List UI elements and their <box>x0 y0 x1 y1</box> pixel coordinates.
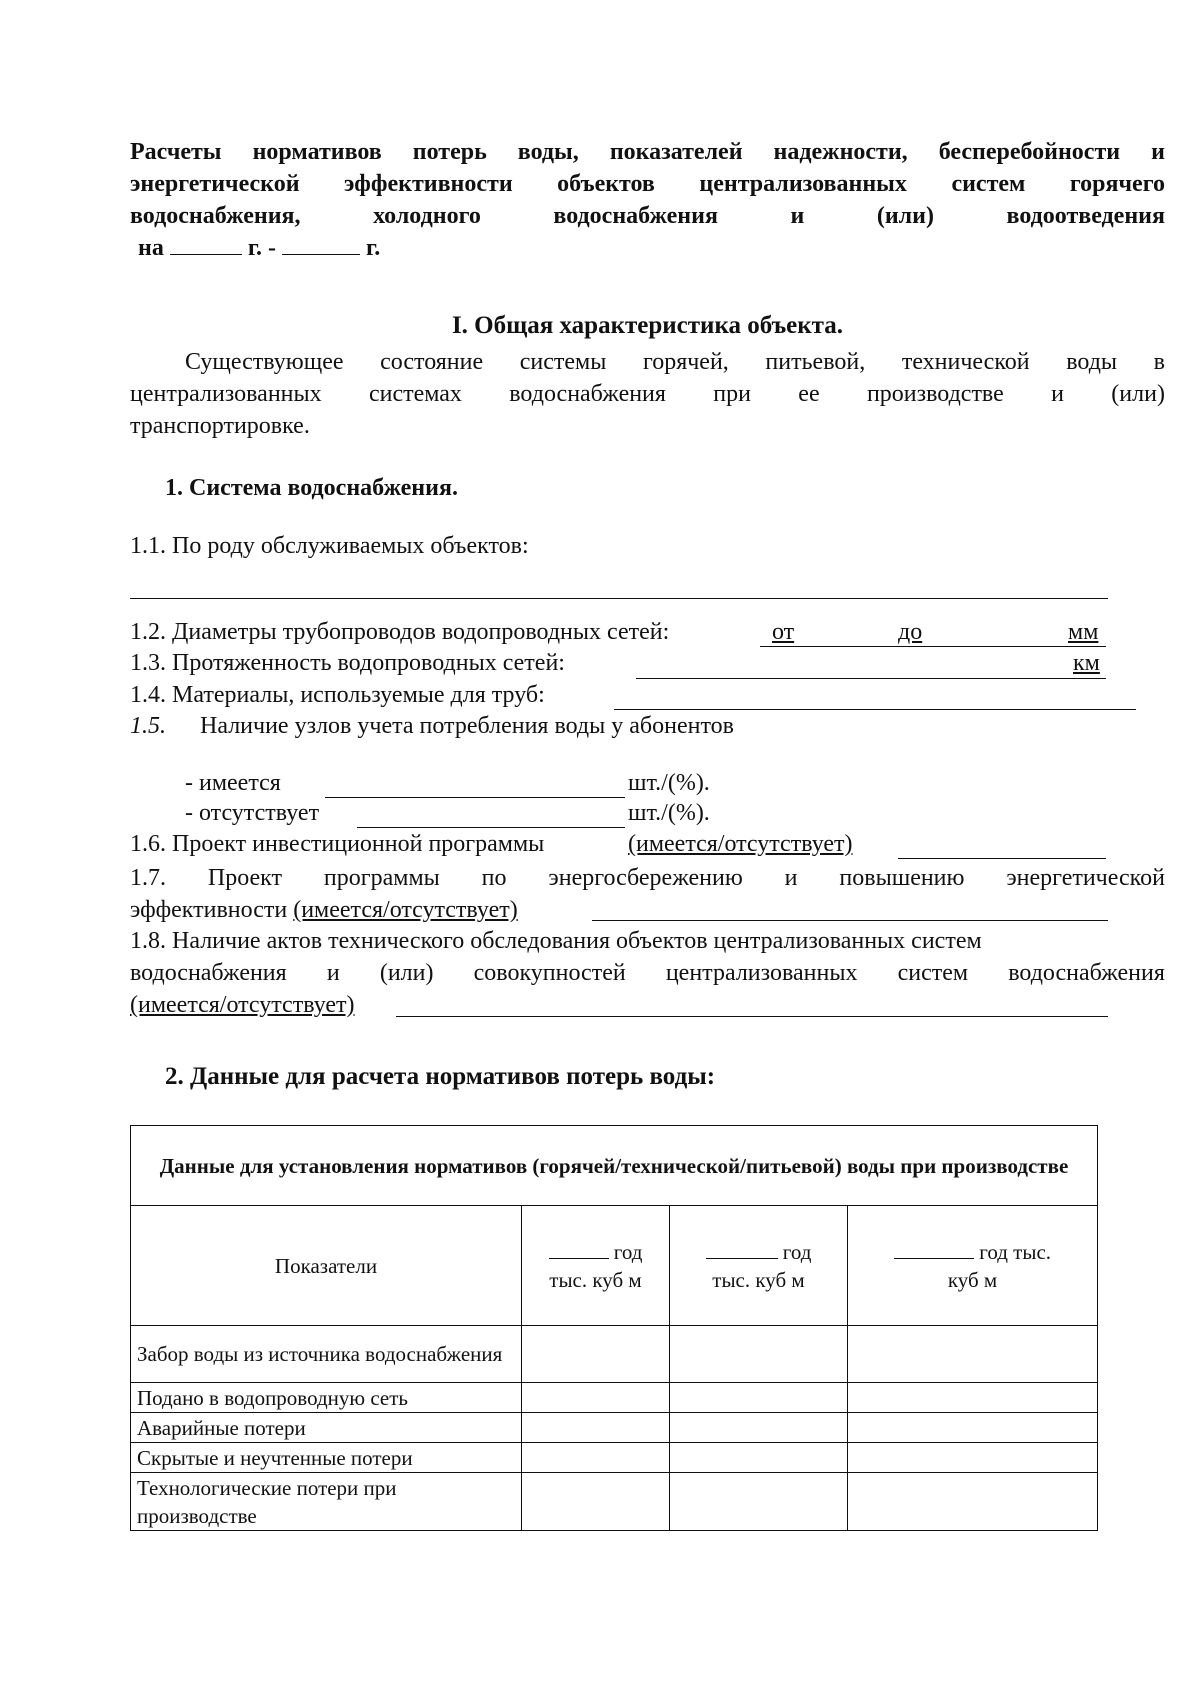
item-1-7-option: (имеется/отсутствует) <box>293 897 518 923</box>
item-1-8 <box>130 925 1165 1021</box>
section-1-paragraph <box>130 346 1165 442</box>
subsection-1-title: 1. Система водоснабжения. <box>165 475 458 501</box>
item-1-1: 1.1. По роду обслуживаемых объектов: <box>130 533 529 559</box>
subsection-2-title: 2. Данные для расчета нормативов потерь воды: <box>165 1063 716 1090</box>
intro-line-3: водоснабжения, холодного водоснабжения и (или) водоотведения <box>130 203 1165 229</box>
table-row: Аварийные потери <box>131 1413 1098 1443</box>
section-1-line-3: транспортировке. <box>130 413 310 439</box>
table-row: Подано в водопроводную сеть <box>131 1383 1098 1413</box>
item-1-2: 1.2. Диаметры трубопроводов водопроводных сетей: <box>130 619 670 645</box>
item-1-1-blank[interactable] <box>130 598 1108 599</box>
header-year-b: год тыс. куб м <box>670 1206 848 1326</box>
header-year-c: год тыс. куб м <box>848 1206 1098 1326</box>
item-1-8-blank[interactable] <box>396 1016 1108 1017</box>
meters-present-blank[interactable] <box>325 797 625 798</box>
table-row: Технологические потери при производстве <box>131 1473 1098 1531</box>
item-1-4: 1.4. Материалы, используемые для труб: <box>130 682 545 708</box>
item-1-6: 1.6. Проект инвестиционной программы <box>130 831 545 857</box>
meters-absent-unit: шт./(%). <box>628 800 710 826</box>
item-1-5-number: 1.5. <box>130 713 166 739</box>
section-1-line-1: Существующее состояние системы горячей, питьевой, технической воды в <box>185 349 1165 375</box>
intro-line-1: Расчеты нормативов потерь воды, показателей надежности, бесперебойности и <box>130 139 1165 165</box>
diameter-to-label: до <box>898 619 923 645</box>
materials-blank[interactable] <box>614 709 1136 710</box>
header-indicator: Показатели <box>131 1206 522 1326</box>
meters-present-label: - имеется <box>185 770 281 796</box>
intro-paragraph <box>130 136 1165 264</box>
meters-absent-label: - отсутствует <box>185 800 320 826</box>
item-1-6-option: (имеется/отсутствует) <box>628 831 853 857</box>
meters-absent-blank[interactable] <box>357 827 625 828</box>
year-a-blank[interactable] <box>549 1242 609 1259</box>
year-to-blank[interactable] <box>282 234 360 255</box>
item-1-5: Наличие узлов учета потребления воды у абонентов <box>200 713 734 739</box>
length-blank[interactable] <box>636 678 1106 679</box>
section-1-line-2: централизованных системах водоснабжения при ее производстве и (или) <box>130 381 1165 407</box>
intro-period-line: на г. - г. <box>138 235 381 261</box>
table-row: Забор воды из источника водоснабжения <box>131 1326 1098 1383</box>
length-unit: км <box>1073 650 1100 676</box>
item-1-8-line-1: 1.8. Наличие актов технического обследования объектов централизованных систем <box>130 928 982 954</box>
item-1-8-line-2: водоснабжения и (или) совокупностей централизованных систем водоснабжения <box>130 960 1165 986</box>
diameter-unit: мм <box>1068 619 1099 645</box>
year-from-blank[interactable] <box>170 234 242 255</box>
item-1-7 <box>130 862 1165 926</box>
year-c-blank[interactable] <box>894 1242 974 1259</box>
item-1-6-blank[interactable] <box>898 858 1106 859</box>
diameter-from-label: от <box>772 619 795 645</box>
item-1-8-option: (имеется/отсутствует) <box>130 992 355 1018</box>
item-1-7-line-2: эффективности (имеется/отсутствует) <box>130 897 518 923</box>
intro-line-2: энергетической эффективности объектов централизованных систем горячего <box>130 171 1165 197</box>
diameter-blank[interactable] <box>760 646 1106 647</box>
item-1-7-blank[interactable] <box>592 920 1108 921</box>
table-row: Скрытые и неучтенные потери <box>131 1443 1098 1473</box>
item-1-3: 1.3. Протяженность водопроводных сетей: <box>130 650 565 676</box>
item-1-7-line-1: 1.7. Проект программы по энергосбережению и повышению энергетической <box>130 865 1165 891</box>
losses-table <box>130 1125 1098 1531</box>
section-1-title: I. Общая характеристика объекта. <box>451 312 844 339</box>
table-caption: Данные для установления нормативов (горячей/технической/питьевой) воды при производстве <box>131 1126 1098 1206</box>
header-year-a: год тыс. куб м <box>522 1206 670 1326</box>
year-b-blank[interactable] <box>706 1242 778 1259</box>
meters-present-unit: шт./(%). <box>628 770 710 796</box>
